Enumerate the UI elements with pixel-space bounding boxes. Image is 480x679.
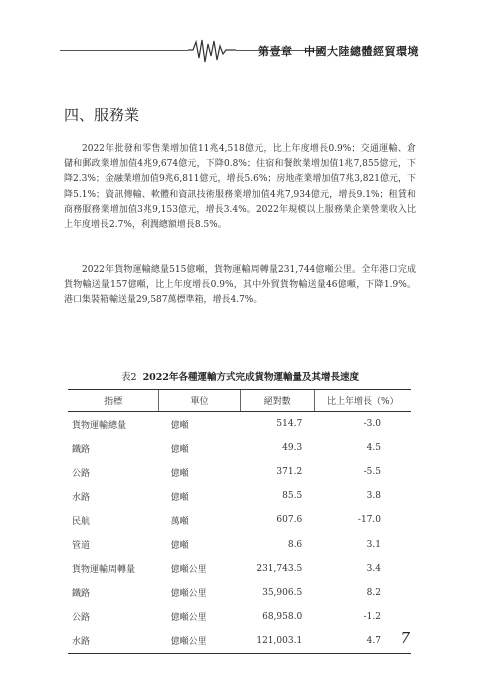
table-cell: 億噸公里 <box>159 629 241 654</box>
table-cell: 8.6 <box>287 539 303 550</box>
table-cell: 514.7 <box>276 419 303 430</box>
table-cell: 億噸公里 <box>170 565 207 576</box>
paragraph-freight <box>64 263 416 309</box>
table-cell: 億噸 <box>170 444 189 455</box>
table-cell: 35,906.5 <box>262 587 303 598</box>
table-cell: 貨物運輸總量 <box>72 420 127 431</box>
table-cell: 3.8 <box>366 491 381 502</box>
table-row <box>68 436 411 460</box>
table-cell: 鐵路 <box>72 444 91 455</box>
table-row <box>68 508 411 532</box>
table-cell: 3.1 <box>366 539 381 550</box>
column-header: 絕對數 <box>240 390 314 412</box>
table-row <box>68 460 411 484</box>
freight-table <box>68 389 411 654</box>
chapter-title: 第壹章 中國大陸總體經貿環境 <box>258 45 419 58</box>
pulse-wave-icon <box>188 38 236 64</box>
table-cell: 萬噸 <box>170 516 189 527</box>
table-caption <box>64 369 416 383</box>
paragraph-services <box>64 142 416 233</box>
table-cell: 億噸 <box>170 541 189 552</box>
table-row <box>68 532 411 556</box>
table-header-row <box>68 390 411 412</box>
table-cell: 水路 <box>72 492 91 503</box>
table-cell: 121,003.1 <box>240 629 314 654</box>
table-cell: 607.6 <box>276 515 303 526</box>
table-cell: 68,958.0 <box>262 611 303 622</box>
paragraph-freight-text: 2022年貨物運輸總量515億噸，貨物運輸周轉量231,744億噸公里。全年港口完成貨物輸送量157億噸，比上年度增長0.9%，其中外貿貨物輸送量46億噸，下降1.9%。港口集裝箱輸送量29,587萬標準箱，增長4.7%。 <box>64 265 416 306</box>
table-cell: 4.5 <box>366 443 381 454</box>
table-cell: 億噸 <box>170 492 189 503</box>
table-cell: 4.7 <box>314 629 411 654</box>
table-cell: 億噸公里 <box>170 613 207 624</box>
table-label: 表2 <box>120 372 137 383</box>
table-title: 2022年各種運輸方式完成貨物運輸量及其增長速度 <box>142 372 360 383</box>
table-cell: 49.3 <box>282 443 303 454</box>
table-row <box>68 605 411 629</box>
table-cell: 85.5 <box>282 491 303 502</box>
table-cell: 371.2 <box>276 467 303 478</box>
running-header <box>60 38 430 64</box>
header-rule-left <box>60 50 188 51</box>
table-cell: 貨物運輸周轉量 <box>72 565 136 576</box>
table-cell: 管道 <box>72 541 91 552</box>
column-header: 單位 <box>159 390 241 412</box>
paragraph-services-text: 2022年批發和零售業增加值11兆4,518億元，比上年度增長0.9%；交通運輸、倉儲和郵政業增加值4兆9,674億元，下降0.8%；住宿和餐飲業增加值1兆7,855億元，下降2.3%；金融業增加值9兆6,811億元，增長5.6%；房地產業增加值7兆3,821億元，下降5.1%；資訊傳輸、軟體和資訊技術服務業增加值4兆7,934億元，增長9.1%；租賃和商務服務業增加值3兆9,153億元，增長3.4%。2022年規模以上服務業企業營業收入比上年度增長2.7%，利潤總額增長8.5%。 <box>64 144 416 231</box>
table-cell: 231,743.5 <box>256 563 303 574</box>
table-row <box>68 581 411 605</box>
table-cell: 鐵路 <box>72 589 91 600</box>
table-cell: -3.0 <box>363 419 381 430</box>
table-cell: 億噸公里 <box>170 589 207 600</box>
table-cell: 億噸 <box>170 420 189 431</box>
table-cell: 億噸 <box>170 468 189 479</box>
table-cell: 民航 <box>72 516 91 527</box>
section-title: 四、服務業 <box>64 106 140 124</box>
table-cell: 8.2 <box>366 587 381 598</box>
column-header: 比上年增長（%） <box>314 390 411 412</box>
table-cell: 水路 <box>68 629 159 654</box>
table-cell: 3.4 <box>366 563 381 574</box>
table-cell: 公路 <box>72 613 91 624</box>
table-cell: 公路 <box>72 468 91 479</box>
column-header: 指標 <box>68 390 159 412</box>
table-row <box>68 484 411 508</box>
table-row <box>68 557 411 581</box>
table-cell: -5.5 <box>363 467 381 478</box>
table-cell: -1.2 <box>363 611 381 622</box>
table-body <box>68 412 411 654</box>
table-row <box>68 412 411 437</box>
page-number: 7 <box>400 629 410 647</box>
table-cell: -17.0 <box>357 515 381 526</box>
table-row <box>68 629 411 654</box>
